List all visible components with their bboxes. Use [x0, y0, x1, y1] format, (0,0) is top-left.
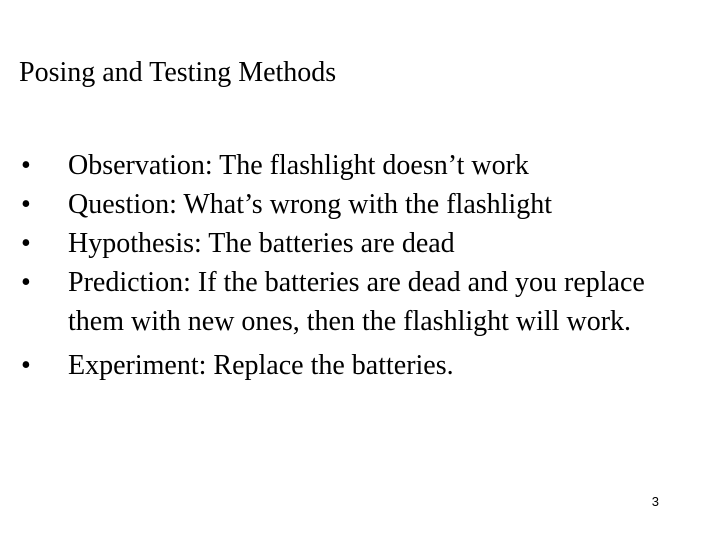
bullet-icon: •: [21, 267, 31, 298]
bullet-text-hypothesis: Hypothesis: The batteries are dead: [68, 228, 455, 259]
bullet-item-experiment: [19, 346, 699, 385]
page-number: 3: [651, 494, 659, 509]
bullet-list: [19, 146, 699, 385]
bullet-item-hypothesis: [19, 224, 699, 263]
bullet-text-question: Question: What’s wrong with the flashlight: [68, 189, 552, 220]
bullet-item-question: [19, 185, 699, 224]
bullet-icon: •: [21, 228, 31, 259]
slide-title: Posing and Testing Methods: [19, 57, 337, 88]
bullet-icon: •: [21, 350, 31, 381]
bullet-icon: •: [21, 150, 31, 181]
bullet-item-observation: [19, 146, 699, 185]
bullet-text-prediction: Prediction: If the batteries are dead and you replace them with new ones, then the flashlight will work.: [68, 267, 645, 337]
bullet-text-experiment: Experiment: Replace the batteries.: [68, 350, 454, 381]
bullet-item-prediction: [19, 263, 699, 341]
bullet-text-observation: Observation: The flashlight doesn’t work: [68, 150, 529, 181]
bullet-icon: •: [21, 189, 31, 220]
